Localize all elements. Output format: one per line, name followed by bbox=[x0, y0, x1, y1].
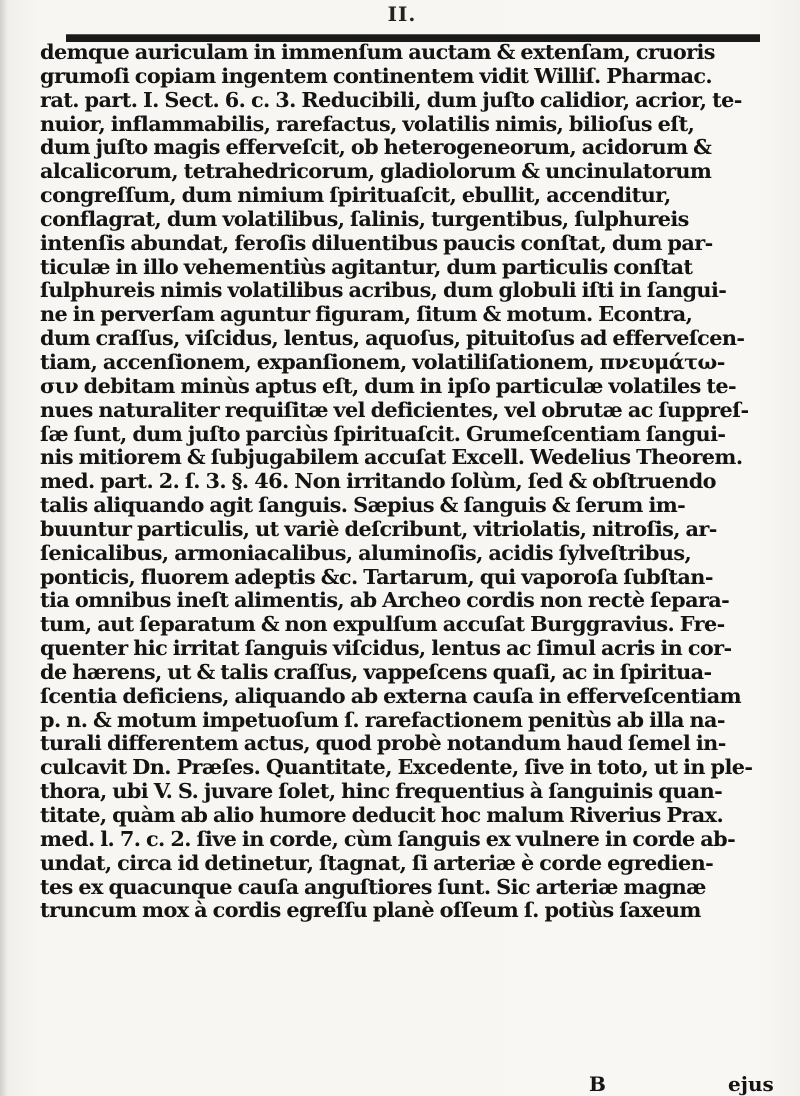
text-line: ticulæ in illo vehementiùs agitantur, dum particulis conſtat bbox=[40, 253, 693, 279]
text-line: σιν debitam minùs aptus eſt, dum in ipſo particulæ volatiles te- bbox=[40, 372, 737, 398]
text-line: tes ex quacunque cauſa anguſtiores ſunt. Sic arteriæ magnæ bbox=[40, 873, 706, 899]
text-line: congreſſum, dum nimium ſpirituaſcit, ebullit, accenditur, bbox=[40, 182, 671, 208]
text-line: conflagrat, dum volatilibus, ſalinis, turgentibus, ſulphureis bbox=[40, 205, 689, 231]
text-line: talis aliquando agit ſanguis. Sæpius & ſanguis & ſerum im- bbox=[40, 492, 686, 518]
text-line: thora, ubi V. S. juvare ſolet, hinc frequentius à ſanguinis quan- bbox=[40, 778, 723, 804]
catchline bbox=[40, 1072, 774, 1096]
page-number: II. bbox=[387, 2, 417, 26]
text-line: undat, circa id detinetur, ſtagnat, ſi arteriæ è corde egredien- bbox=[40, 849, 714, 875]
text-line: alcalicorum, tetrahedricorum, gladiolorum & uncinulatorum bbox=[40, 158, 712, 184]
binding-shadow bbox=[0, 0, 8, 1096]
text-line: demque auriculam in immenſum auctam & extenſam, cruoris bbox=[40, 39, 715, 64]
text-line: ſæ ſunt, dum juſto parciùs ſpirituaſcit. Grumeſcentiam ſangui- bbox=[40, 420, 726, 446]
text-line: quenter hic irritat ſanguis viſcidus, lentus ac ſimul acris in cor- bbox=[40, 635, 732, 661]
text-line: nuior, inflammabilis, rarefactus, volatilis nimis, bilioſus eſt, bbox=[40, 110, 695, 136]
text-line: ſcentia deficiens, aliquando ab externa cauſa in efferveſcentiam bbox=[40, 682, 741, 708]
text-line: p. n. & motum impetuoſum ſ. rarefactionem penitùs ab illa na- bbox=[40, 706, 725, 732]
text-line: tia omnibus ineſt alimentis, ab Archeo cordis non rectè ſepara- bbox=[40, 587, 730, 613]
text-line: nues naturaliter requiſitæ vel deficientes, vel obrutæ ac ſuppreſ- bbox=[40, 396, 749, 422]
signature-mark: B bbox=[589, 1072, 606, 1096]
text-line: de hærens, ut & talis craſſus, vappeſcens quaſi, ac in ſpiritua- bbox=[40, 658, 712, 684]
text-line: dum craſſus, viſcidus, lentus, aquoſus, pituitoſus ad efferveſcen- bbox=[40, 325, 745, 351]
text-line: nis mitiorem & ſubjugabilem accuſat Excell. Wedelius Theorem. bbox=[40, 444, 743, 470]
text-line: titate, quàm ab alio humore deducit hoc malum Riverius Prax. bbox=[40, 802, 724, 827]
text-line: tum, aut ſeparatum & non expulſum accuſat Burggravius. Fre- bbox=[40, 611, 725, 637]
text-line: ſulphureis nimis volatilibus acribus, dum globuli iſti in ſangui- bbox=[40, 277, 727, 303]
text-line: med. l. 7. c. 2. ſive in corde, cùm ſanguis ex vulnere in corde ab- bbox=[40, 825, 736, 851]
text-line: tiam, accenſionem, expanſionem, volatiliſationem, πνευμάτω- bbox=[40, 348, 725, 374]
text-line: intenſis abundat, feroſis diluentibus paucis conſtat, dum par- bbox=[40, 229, 713, 255]
text-line: rat. part. I. Sect. 6. c. 3. Reducibili, dum juſto calidior, acrior, te- bbox=[40, 86, 742, 112]
text-line: med. part. 2. ſ. 3. §. 46. Non irritando ſolùm, ſed & obſtruendo bbox=[40, 468, 716, 494]
text-line: culcavit Dn. Præſes. Quantitate, Excedente, ſive in toto, ut in ple- bbox=[40, 754, 753, 780]
text-line: ne in perverſam aguntur figuram, ſitum & motum. Econtra, bbox=[40, 301, 693, 327]
body-text bbox=[40, 40, 762, 922]
text-line: grumoſi copiam ingentem continentem vidit Williſ. Pharmac. bbox=[40, 62, 713, 88]
text-line: truncum mox à cordis egreſſu planè oſſeum ſ. potiùs ſaxeum bbox=[40, 897, 701, 923]
text-line: buuntur particulis, ut variè deſcribunt, vitriolatis, nitroſis, ar- bbox=[40, 515, 717, 541]
text-line: dum juſto magis efferveſcit, ob heterogeneorum, acidorum & bbox=[40, 134, 712, 160]
text-line: turali differentem actus, quod probè notandum haud ſemel in- bbox=[40, 730, 726, 756]
catchword: ejus bbox=[728, 1072, 774, 1096]
text-line: ponticis, fluorem adeptis &c. Tartarum, qui vaporoſa ſubſtan- bbox=[40, 563, 713, 589]
text-line: ſenicalibus, armoniacalibus, aluminoſis, acidis ſylveſtribus, bbox=[40, 539, 692, 565]
